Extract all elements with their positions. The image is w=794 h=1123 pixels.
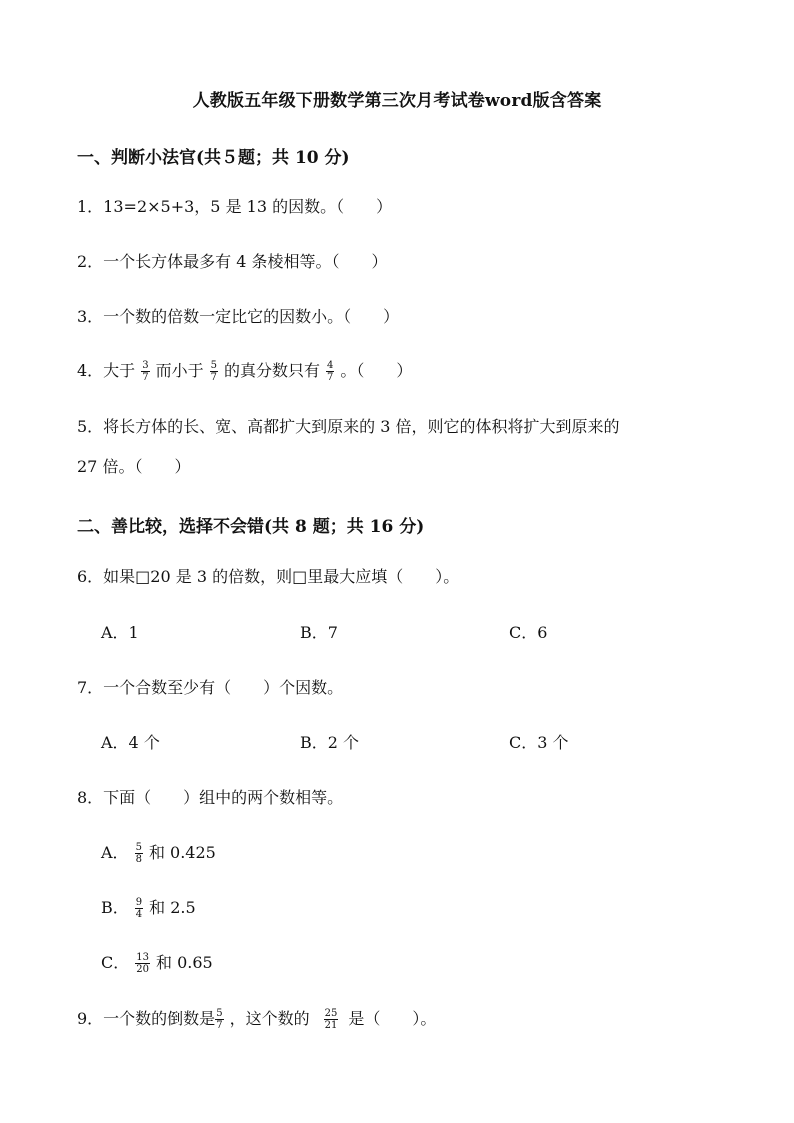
q4-text-1: 4．大于 [77,361,136,380]
q8-b-label: B． [101,898,129,917]
q8-b-numerator: 9 [135,897,143,908]
question-4 [77,360,412,383]
question-2: 2．一个长方体最多有 4 条棱相等。（ ） [77,252,388,271]
question-1: 1．13=2×5+3，5 是 13 的因数。（ ） [77,197,393,216]
q8-c-numerator: 13 [136,952,149,963]
q8-a-numerator: 5 [135,842,142,853]
q4-fraction-3-denominator: 7 [326,372,334,383]
q8-c-fraction [135,952,150,975]
q6-option-b: B．7 [300,623,338,642]
q8-a-label: A． [101,843,129,862]
question-7: 7．一个合数至少有（ ）个因数。 [77,678,344,697]
q8-b-fraction [135,897,143,920]
q8-a-fraction [135,842,143,865]
q8-b-denominator: 4 [135,909,143,920]
q8-a-rest: 和 0.425 [148,843,216,862]
q6-option-a: A．1 [101,623,139,642]
q8-option-a [101,842,216,865]
q7-option-a: A．4 个 [101,733,160,752]
page-title: 人教版五年级下册数学第三次月考试卷word版含答案 [192,91,602,111]
q8-c-rest: 和 0.65 [155,953,213,972]
q9-text-1: 9．一个数的倒数是 [77,1009,216,1028]
q4-fraction-2-numerator: 5 [210,360,217,371]
q4-fraction-1-numerator: 3 [142,360,149,371]
q4-fraction-3-numerator: 4 [326,360,334,371]
q4-fraction-1 [141,360,149,383]
question-8: 8．下面（ ）组中的两个数相等。 [77,788,344,807]
q9-fraction-1-numerator: 5 [216,1008,223,1019]
q8-a-denominator: 8 [135,854,142,865]
question-5-line-2: 27 倍。（ ） [77,457,191,476]
q6-option-c: C．6 [509,623,548,642]
q8-c-denominator: 20 [136,964,149,975]
q4-fraction-2 [210,360,218,383]
q7-option-c: C．3 个 [509,733,569,752]
q9-fraction-1-denominator: 7 [216,1020,223,1031]
question-9 [77,1008,436,1031]
section-1-heading: 一、判断小法官(共５题；共 10 分) [77,148,350,168]
question-5-line-1: 5．将长方体的长、宽、高都扩大到原来的 3 倍，则它的体积将扩大到原来的 [77,417,620,436]
q9-text-2: ，这个数的 [229,1009,310,1028]
q9-fraction-2-denominator: 21 [324,1020,338,1031]
q8-option-b [101,897,196,920]
question-6: 6．如果□20 是 3 的倍数，则□里最大应填（ ）。 [77,567,460,586]
section-2-heading: 二、善比较，选择不会错(共 8 题；共 16 分) [77,517,425,537]
q4-fraction-1-denominator: 7 [142,372,149,383]
q4-text-2: 而小于 [155,361,204,380]
q9-text-3: 是（ ）。 [348,1009,437,1028]
q4-text-3: 的真分数只有 [223,361,320,380]
q4-fraction-2-denominator: 7 [210,372,217,383]
q9-fraction-2-numerator: 25 [324,1008,338,1019]
question-3: 3．一个数的倍数一定比它的因数小。（ ） [77,307,400,326]
q8-option-c [101,952,213,975]
q7-option-b: B．2 个 [300,733,360,752]
q8-c-label: C． [101,953,130,972]
q8-b-rest: 和 2.5 [149,898,196,917]
q9-fraction-2 [324,1008,339,1031]
q4-fraction-3 [326,360,334,383]
q9-fraction-1 [215,1008,223,1031]
q4-text-4: 。（ ） [340,361,413,380]
